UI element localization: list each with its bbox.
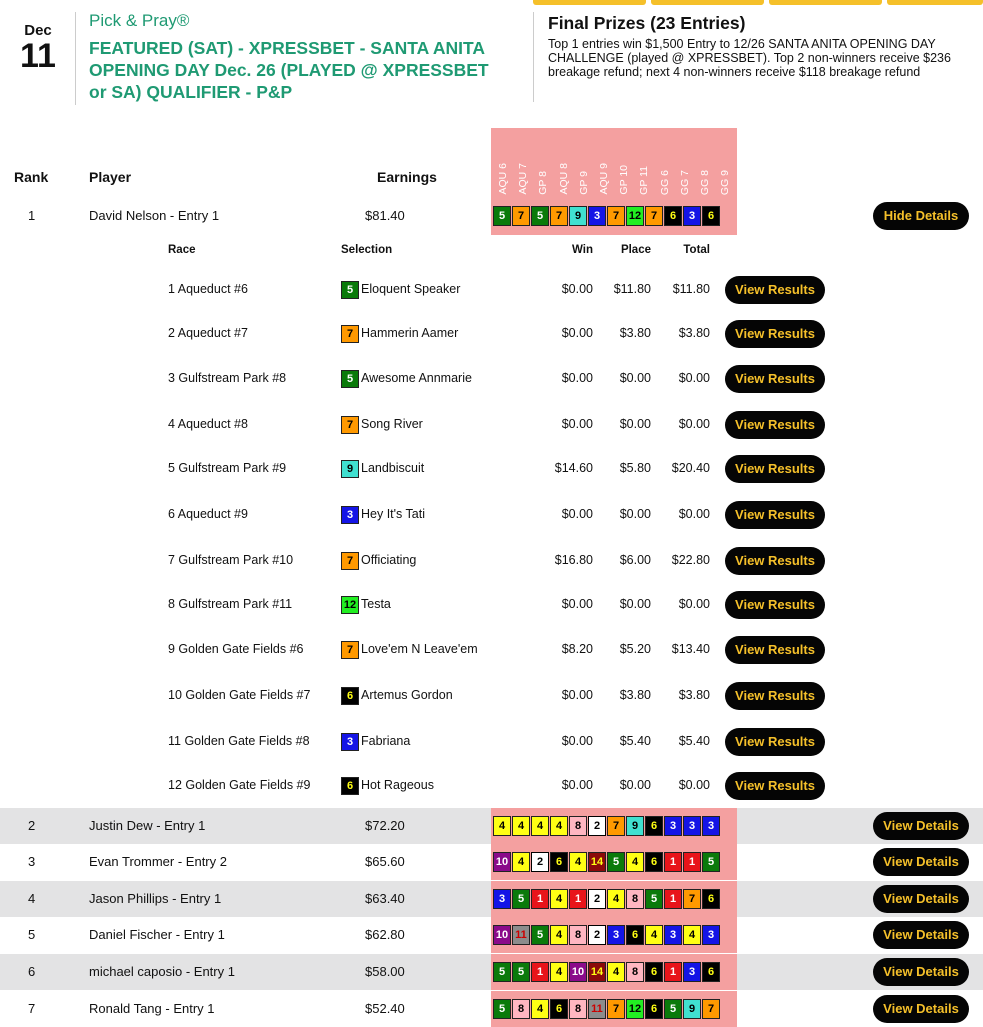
view-details-button[interactable]: View Details	[873, 958, 969, 986]
prizes-title: Final Prizes (23 Entries)	[548, 13, 746, 33]
saddle-cloth-number: 6	[550, 852, 568, 872]
detail-race: 7 Gulfstream Park #10	[168, 553, 294, 567]
race-column-header	[695, 128, 715, 198]
saddle-cloth-number: 10	[569, 962, 587, 982]
saddle-cloth-number: 3	[341, 506, 359, 524]
detail-row	[0, 627, 983, 672]
player-rank: 6	[28, 964, 36, 979]
detail-race: 11 Golden Gate Fields #8	[168, 734, 310, 748]
saddle-cloth-number: 8	[569, 999, 587, 1019]
saddle-cloth-number: 3	[664, 925, 682, 945]
detail-selection	[341, 311, 458, 356]
saddle-cloth-number: 2	[588, 816, 606, 836]
detail-win: $14.60	[554, 461, 593, 475]
detail-place: $0.00	[619, 371, 651, 385]
saddle-cloth-number: 2	[588, 925, 606, 945]
race-column-header	[715, 128, 735, 198]
player-rank: 7	[28, 1001, 36, 1016]
saddle-cloth-number: 10	[493, 852, 511, 872]
detail-row	[0, 492, 983, 537]
saddle-cloth-number: 8	[569, 925, 587, 945]
saddle-cloth-number: 4	[569, 852, 587, 872]
saddle-cloth-number: 5	[531, 206, 549, 226]
saddle-cloth-number: 5	[341, 370, 359, 388]
top-nav-tab[interactable]	[887, 0, 983, 5]
race-column-headers	[491, 128, 737, 198]
view-results-button[interactable]: View Results	[725, 682, 825, 710]
saddle-cloth-number: 4	[645, 925, 663, 945]
saddle-cloth-number: 6	[645, 816, 663, 836]
detail-selection	[341, 719, 410, 764]
race-column-label: GP 11	[638, 166, 651, 195]
saddle-cloth-number: 6	[645, 999, 663, 1019]
saddle-cloth-number: 3	[607, 925, 625, 945]
race-column-header	[574, 128, 594, 198]
player-earnings: $72.20	[365, 818, 405, 833]
saddle-cloth-number: 4	[607, 962, 625, 982]
top-nav-tab[interactable]	[533, 0, 646, 5]
detail-total: $3.80	[678, 326, 710, 340]
detail-row	[0, 311, 983, 356]
detail-win: $16.80	[554, 553, 593, 567]
race-column-label: GP 9	[577, 171, 590, 195]
race-column-label: AQU 7	[517, 163, 530, 195]
detail-place: $0.00	[619, 778, 651, 792]
player-rank: 1	[28, 208, 36, 223]
detail-place: $5.80	[619, 461, 651, 475]
horse-name: Song River	[361, 417, 423, 431]
saddle-cloth-number: 1	[569, 889, 587, 909]
detail-win: $0.00	[561, 507, 593, 521]
detail-race: 3 Gulfstream Park #8	[168, 371, 287, 385]
detail-race: 5 Gulfstream Park #9	[168, 461, 287, 475]
player-earnings: $62.80	[365, 927, 405, 942]
saddle-cloth-number: 6	[550, 999, 568, 1019]
saddle-cloth-number: 6	[702, 889, 720, 909]
detail-row	[0, 446, 983, 491]
detail-row	[0, 267, 983, 312]
saddle-cloth-number: 7	[341, 641, 359, 659]
detail-win: $0.00	[561, 778, 593, 792]
saddle-cloth-number: 4	[531, 816, 549, 836]
saddle-cloth-number: 7	[607, 816, 625, 836]
race-column-label: AQU 6	[497, 163, 509, 195]
saddle-cloth-number: 4	[531, 999, 549, 1019]
race-column-header	[493, 128, 513, 198]
detail-win: $0.00	[561, 688, 593, 702]
detail-race: 1 Aqueduct #6	[168, 282, 248, 296]
race-column-header	[533, 128, 553, 198]
view-details-button[interactable]: View Details	[873, 848, 969, 876]
player-rank: 4	[28, 891, 36, 906]
race-column-header	[675, 128, 695, 198]
saddle-cloth-number: 3	[683, 816, 701, 836]
detail-row	[0, 538, 983, 583]
saddle-cloth-number: 14	[588, 852, 606, 872]
contest-title: FEATURED (SAT) - XPRESSBET - SANTA ANITA OPENING DAY Dec. 26 (PLAYED @ XPRESSBET or SA) QUALIFIER - P&P	[89, 38, 489, 102]
detail-row	[0, 402, 983, 447]
horse-name: Landbiscuit	[361, 461, 425, 475]
view-details-button[interactable]: View Details	[873, 885, 969, 913]
view-results-button[interactable]: View Results	[725, 728, 825, 756]
detail-selection	[341, 627, 478, 672]
detail-selection	[341, 763, 434, 808]
detail-total: $22.80	[671, 553, 710, 567]
view-results-button[interactable]: View Results	[725, 547, 825, 575]
divider	[75, 12, 76, 105]
player-name: michael caposio - Entry 1	[89, 964, 235, 979]
race-column-label: GG 7	[678, 169, 691, 195]
leaderboard-row	[0, 954, 983, 990]
player-picks	[493, 816, 720, 836]
horse-name: Hot Rageous	[361, 778, 434, 792]
saddle-cloth-number: 3	[683, 962, 701, 982]
details-total-header: Total	[683, 244, 710, 256]
leaderboard-row	[0, 881, 983, 917]
player-earnings: $63.40	[365, 891, 405, 906]
top-nav-tab[interactable]	[769, 0, 882, 5]
detail-win: $0.00	[561, 417, 593, 431]
detail-place: $11.80	[613, 282, 651, 296]
date-month: Dec	[24, 22, 52, 39]
saddle-cloth-number: 2	[588, 889, 606, 909]
detail-win: $8.20	[561, 642, 593, 656]
leaderboard-row	[0, 917, 983, 953]
detail-selection	[341, 538, 416, 583]
leaderboard-row	[0, 844, 983, 880]
detail-place: $0.00	[619, 417, 651, 431]
saddle-cloth-number: 4	[550, 889, 568, 909]
saddle-cloth-number: 4	[512, 816, 530, 836]
rank-header: Rank	[14, 169, 49, 185]
saddle-cloth-number: 1	[683, 852, 701, 872]
player-earnings: $81.40	[365, 208, 405, 223]
race-column-header	[634, 128, 654, 198]
horse-name: Fabriana	[361, 734, 411, 748]
saddle-cloth-number: 4	[683, 925, 701, 945]
detail-total: $0.00	[678, 417, 710, 431]
detail-win: $0.00	[561, 371, 593, 385]
saddle-cloth-number: 3	[493, 889, 511, 909]
saddle-cloth-number: 4	[493, 816, 511, 836]
player-earnings: $58.00	[365, 964, 405, 979]
detail-selection	[341, 446, 424, 491]
top-nav-tab[interactable]	[651, 0, 764, 5]
detail-place: $0.00	[619, 507, 651, 521]
detail-place: $6.00	[619, 553, 651, 567]
saddle-cloth-number: 3	[683, 206, 701, 226]
detail-total: $0.00	[678, 507, 710, 521]
saddle-cloth-number: 7	[341, 552, 359, 570]
detail-race: 12 Golden Gate Fields #9	[168, 778, 311, 792]
detail-row	[0, 719, 983, 764]
saddle-cloth-number: 5	[493, 999, 511, 1019]
saddle-cloth-number: 10	[493, 925, 511, 945]
player-picks	[493, 962, 720, 982]
player-header: Player	[89, 169, 132, 185]
player-rank: 5	[28, 927, 36, 942]
saddle-cloth-number: 6	[702, 962, 720, 982]
saddle-cloth-number: 5	[702, 852, 720, 872]
divider	[533, 12, 534, 102]
saddle-cloth-number: 7	[607, 206, 625, 226]
saddle-cloth-number: 9	[626, 816, 644, 836]
view-results-button[interactable]: View Results	[725, 276, 825, 304]
details-race-header: Race	[168, 244, 196, 256]
view-results-button[interactable]: View Results	[725, 591, 825, 619]
details-place-header: Place	[620, 244, 651, 256]
saddle-cloth-number: 9	[683, 999, 701, 1019]
race-column-label: GP 8	[537, 171, 550, 195]
detail-selection	[341, 492, 425, 537]
saddle-cloth-number: 4	[550, 962, 568, 982]
date-day: 11	[20, 37, 56, 75]
saddle-cloth-number: 6	[645, 852, 663, 872]
saddle-cloth-number: 12	[626, 999, 644, 1019]
saddle-cloth-number: 1	[664, 889, 682, 909]
contest-date	[10, 22, 66, 73]
detail-row	[0, 582, 983, 627]
detail-total: $11.80	[672, 282, 710, 296]
horse-name: Hammerin Aamer	[361, 326, 459, 340]
player-picks	[493, 852, 720, 872]
detail-win: $0.00	[561, 597, 593, 611]
view-details-button[interactable]: View Details	[873, 995, 969, 1023]
saddle-cloth-number: 6	[702, 206, 720, 226]
saddle-cloth-number: 7	[607, 999, 625, 1019]
leaderboard-row	[0, 991, 983, 1027]
earnings-header: Earnings	[377, 169, 437, 185]
detail-selection	[341, 402, 423, 447]
saddle-cloth-number: 4	[607, 889, 625, 909]
hide-details-button[interactable]: Hide Details	[873, 202, 969, 230]
player-name: Ronald Tang - Entry 1	[89, 1001, 215, 1016]
saddle-cloth-number: 7	[341, 416, 359, 434]
saddle-cloth-number: 3	[702, 925, 720, 945]
detail-place: $5.40	[619, 734, 651, 748]
player-picks	[493, 889, 720, 909]
saddle-cloth-number: 5	[512, 962, 530, 982]
detail-total: $3.80	[678, 688, 710, 702]
race-column-header	[513, 128, 533, 198]
saddle-cloth-number: 8	[626, 962, 644, 982]
detail-total: $0.00	[678, 597, 710, 611]
player-earnings: $65.60	[365, 854, 405, 869]
saddle-cloth-number: 9	[341, 460, 359, 478]
saddle-cloth-number: 4	[550, 925, 568, 945]
view-results-button[interactable]: View Results	[725, 501, 825, 529]
saddle-cloth-number: 6	[341, 687, 359, 705]
saddle-cloth-number: 3	[664, 816, 682, 836]
player-earnings: $52.40	[365, 1001, 405, 1016]
race-column-label: AQU 9	[597, 163, 610, 195]
saddle-cloth-number: 5	[531, 925, 549, 945]
prizes-description: Top 1 entries win $1,500 Entry to 12/26 SANTA ANITA OPENING DAY CHALLENGE (played @ XPRESSBET). Top 2 non-winners receive $236 breakage refund; next 4 non-winners receive $118 breakage refund	[548, 37, 951, 79]
saddle-cloth-number: 9	[569, 206, 587, 226]
view-results-button[interactable]: View Results	[725, 455, 825, 483]
contest-brand: Pick & Pray®	[89, 11, 190, 30]
saddle-cloth-number: 6	[626, 925, 644, 945]
detail-total: $20.40	[671, 461, 710, 475]
saddle-cloth-number: 4	[550, 816, 568, 836]
player-rank: 3	[28, 854, 36, 869]
saddle-cloth-number: 14	[588, 962, 606, 982]
saddle-cloth-number: 6	[664, 206, 682, 226]
saddle-cloth-number: 1	[531, 889, 549, 909]
saddle-cloth-number: 5	[664, 999, 682, 1019]
race-column-label: AQU 8	[557, 163, 570, 195]
saddle-cloth-number: 5	[645, 889, 663, 909]
detail-win: $0.00	[561, 326, 593, 340]
leaderboard-row	[0, 808, 983, 844]
race-column-header	[655, 128, 675, 198]
player-name: Evan Trommer - Entry 2	[89, 854, 227, 869]
view-results-button[interactable]: View Results	[725, 365, 825, 393]
saddle-cloth-number: 12	[626, 206, 644, 226]
details-win-header: Win	[572, 244, 593, 256]
detail-total: $0.00	[678, 778, 710, 792]
saddle-cloth-number: 5	[341, 281, 359, 299]
detail-win: $0.00	[561, 282, 593, 296]
saddle-cloth-number: 7	[683, 889, 701, 909]
view-details-button[interactable]: View Details	[873, 921, 969, 949]
view-results-button[interactable]: View Results	[725, 636, 825, 664]
detail-race: 10 Golden Gate Fields #7	[168, 688, 311, 702]
saddle-cloth-number: 11	[512, 925, 530, 945]
detail-total: $13.40	[671, 642, 710, 656]
race-column-header	[614, 128, 634, 198]
saddle-cloth-number: 8	[569, 816, 587, 836]
detail-race: 8 Gulfstream Park #11	[168, 597, 293, 611]
race-column-header	[594, 128, 614, 198]
saddle-cloth-number: 6	[645, 962, 663, 982]
saddle-cloth-number: 1	[664, 852, 682, 872]
race-column-header	[554, 128, 574, 198]
player-picks	[493, 925, 720, 945]
player-name: Daniel Fischer - Entry 1	[89, 927, 225, 942]
saddle-cloth-number: 6	[341, 777, 359, 795]
saddle-cloth-number: 3	[588, 206, 606, 226]
saddle-cloth-number: 4	[512, 852, 530, 872]
top-nav-tabs	[533, 0, 983, 5]
detail-race: 9 Golden Gate Fields #6	[168, 642, 304, 656]
player-picks	[493, 999, 720, 1019]
detail-total: $0.00	[678, 371, 710, 385]
view-details-button[interactable]: View Details	[873, 812, 969, 840]
horse-name: Testa	[361, 597, 391, 611]
saddle-cloth-number: 2	[531, 852, 549, 872]
detail-selection	[341, 267, 460, 312]
details-selection-header: Selection	[341, 244, 393, 256]
saddle-cloth-number: 7	[512, 206, 530, 226]
detail-race: 4 Aqueduct #8	[168, 417, 248, 431]
saddle-cloth-number: 11	[588, 999, 606, 1019]
saddle-cloth-number: 3	[702, 816, 720, 836]
detail-race: 2 Aqueduct #7	[168, 326, 248, 340]
saddle-cloth-number: 1	[531, 962, 549, 982]
horse-name: Love'em N Leave'em	[361, 642, 478, 656]
player-picks	[493, 206, 720, 226]
saddle-cloth-number: 7	[702, 999, 720, 1019]
detail-total: $5.40	[678, 734, 710, 748]
saddle-cloth-number: 8	[626, 889, 644, 909]
player-name: Justin Dew - Entry 1	[89, 818, 206, 833]
detail-row	[0, 763, 983, 808]
saddle-cloth-number: 7	[550, 206, 568, 226]
saddle-cloth-number: 8	[512, 999, 530, 1019]
horse-name: Awesome Annmarie	[361, 371, 472, 385]
saddle-cloth-number: 3	[341, 733, 359, 751]
view-results-button[interactable]: View Results	[725, 411, 825, 439]
horse-name: Eloquent Speaker	[361, 282, 461, 296]
leaderboard-row	[0, 198, 983, 234]
race-column-label: GG 9	[719, 169, 732, 195]
saddle-cloth-number: 5	[512, 889, 530, 909]
saddle-cloth-number: 7	[341, 325, 359, 343]
player-rank: 2	[28, 818, 36, 833]
saddle-cloth-number: 5	[607, 852, 625, 872]
horse-name: Officiating	[361, 553, 417, 567]
saddle-cloth-number: 4	[626, 852, 644, 872]
view-results-button[interactable]: View Results	[725, 320, 825, 348]
detail-race: 6 Aqueduct #9	[168, 507, 248, 521]
race-column-label: GG 6	[658, 169, 671, 195]
race-column-label: GP 10	[618, 165, 631, 195]
horse-name: Artemus Gordon	[361, 688, 453, 702]
saddle-cloth-number: 7	[645, 206, 663, 226]
detail-selection	[341, 356, 472, 401]
detail-selection	[341, 673, 453, 718]
detail-place: $3.80	[619, 326, 651, 340]
detail-row	[0, 356, 983, 401]
detail-place: $3.80	[619, 688, 651, 702]
detail-place: $5.20	[619, 642, 651, 656]
view-results-button[interactable]: View Results	[725, 772, 825, 800]
player-name: David Nelson - Entry 1	[89, 208, 220, 223]
saddle-cloth-number: 1	[664, 962, 682, 982]
detail-row	[0, 673, 983, 718]
player-name: Jason Phillips - Entry 1	[89, 891, 222, 906]
saddle-cloth-number: 5	[493, 206, 511, 226]
saddle-cloth-number: 5	[493, 962, 511, 982]
detail-selection	[341, 582, 391, 627]
race-column-label: GG 8	[698, 169, 711, 195]
saddle-cloth-number: 12	[341, 596, 359, 614]
horse-name: Hey It's Tati	[361, 507, 425, 521]
detail-place: $0.00	[619, 597, 651, 611]
detail-win: $0.00	[561, 734, 593, 748]
